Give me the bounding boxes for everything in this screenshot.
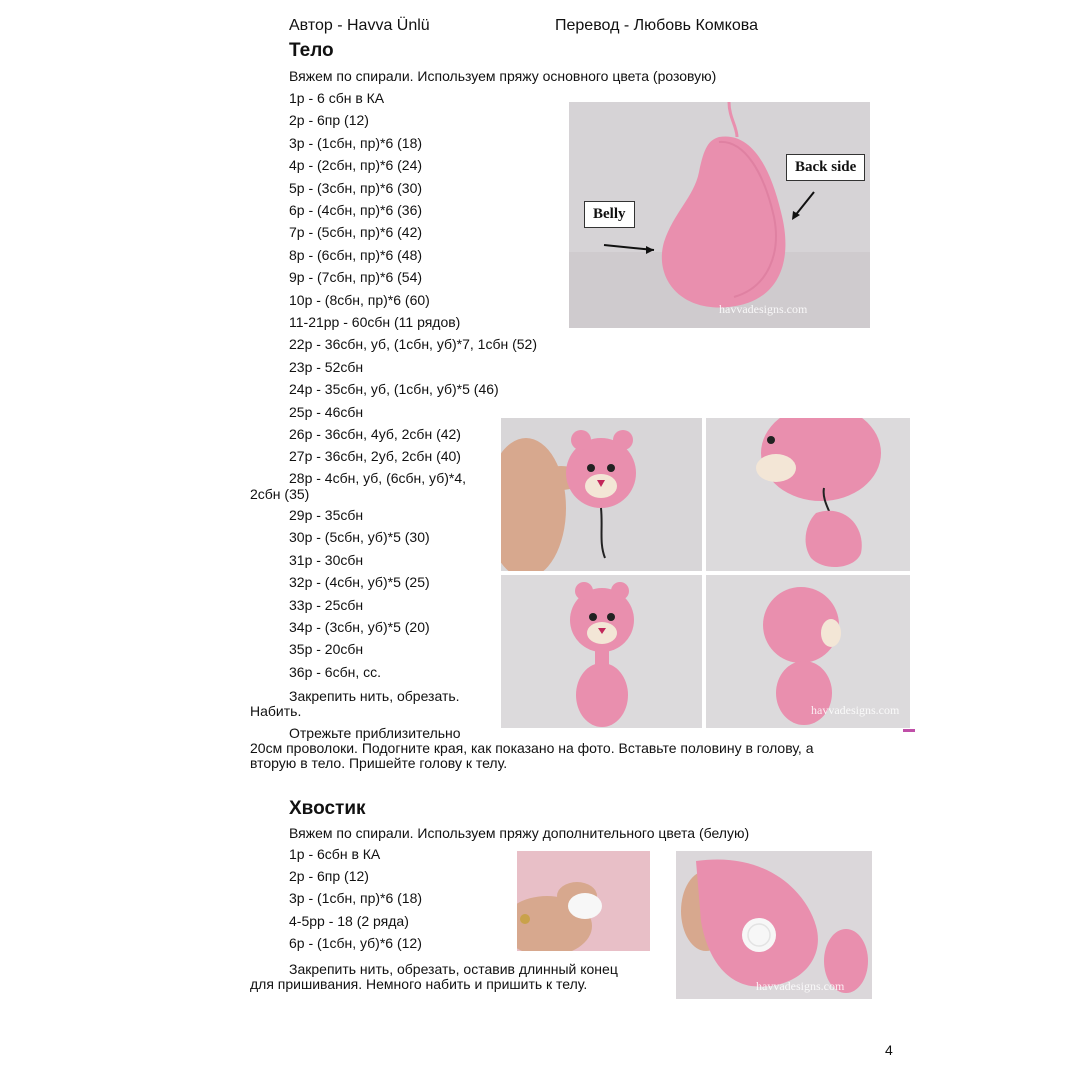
translator-credit: Перевод - Любовь Комкова xyxy=(555,17,758,34)
watermark: havvadesigns.com xyxy=(719,302,808,316)
pattern-row: 26р - 36сбн, 4уб, 2сбн (42) xyxy=(289,426,461,442)
pattern-row: 2р - 6пр (12) xyxy=(289,112,369,129)
tail-finish-line1: Закрепить нить, обрезать, оставив длинный конец xyxy=(289,961,618,977)
pattern-row: 11-21рр - 60сбн (11 рядов) xyxy=(289,314,461,330)
pattern-row: 23р - 52сбн xyxy=(289,358,364,375)
tail-pattern-row: 1р - 6сбн в КА xyxy=(289,846,381,862)
row28-continuation: 2сбн (35) xyxy=(250,486,310,502)
photo-head-body-assembly xyxy=(706,418,910,571)
section-title-tail: Хвостик xyxy=(289,798,366,819)
pattern-row: 34р - (3сбн, уб)*5 (20) xyxy=(289,619,430,635)
pattern-row: 36р - 6сбн, сс. xyxy=(289,663,382,680)
pattern-row: 24р - 35сбн, уб, (1сбн, уб)*5 (46) xyxy=(289,381,499,398)
tail-pattern-row: 3р - (1сбн, пр)*6 (18) xyxy=(289,890,423,907)
pattern-row: 29р - 35сбн xyxy=(289,507,364,523)
body-finish-line1: Закрепить нить, обрезать. xyxy=(289,688,460,704)
photo-assembled-side xyxy=(706,575,910,728)
pattern-row: 4р - (2сбн, пр)*6 (24) xyxy=(289,157,423,174)
pattern-row: 1р - 6 сбн в КА xyxy=(289,90,385,106)
author-credit: Автор - Havva Ünlü xyxy=(289,17,430,34)
body-intro: Вяжем по спирали. Используем пряжу основного цвета (розовую) xyxy=(289,68,717,84)
photo-body-shape xyxy=(569,102,870,328)
watermark: havvadesigns.com xyxy=(756,979,845,993)
tail-pattern-row: 6р - (1сбн, уб)*6 (12) xyxy=(289,934,422,951)
pattern-row: 25р - 46сбн xyxy=(289,403,364,420)
tail-intro: Вяжем по спирали. Используем пряжу дополнительного цвета (белую) xyxy=(289,825,750,841)
photo-tail-in-hand xyxy=(517,851,650,951)
pattern-row: 3р - (1сбн, пр)*6 (18) xyxy=(289,134,423,151)
pattern-row: 32р - (4сбн, уб)*5 (25) xyxy=(289,574,430,591)
pattern-row: 28р - 4сбн, уб, (6сбн, уб)*4, xyxy=(289,470,467,486)
watermark: havvadesigns.com xyxy=(811,703,900,717)
tail-finish-line2: для пришивания. Немного набить и пришить к телу. xyxy=(250,976,588,992)
pattern-row: 31р - 30сбн xyxy=(289,551,364,568)
label-belly: Belly xyxy=(584,201,635,228)
photo-head-with-wire xyxy=(501,418,702,571)
pattern-row: 33р - 25сбн xyxy=(289,596,364,613)
label-back-side: Back side xyxy=(786,154,865,181)
wire-instruction-line2: 20см проволоки. Подогните края, как показано на фото. Вставьте половину в голову, а xyxy=(250,740,814,756)
pattern-row: 27р - 36сбн, 2уб, 2сбн (40) xyxy=(289,448,461,465)
pattern-row: 30р - (5сбн, уб)*5 (30) xyxy=(289,529,430,546)
marker-line xyxy=(903,729,915,732)
page-number: 4 xyxy=(885,1042,893,1058)
pattern-row: 8р - (6сбн, пр)*6 (48) xyxy=(289,246,423,263)
wire-instruction-line3: вторую в тело. Пришейте голову к телу. xyxy=(250,755,508,771)
pattern-row: 9р - (7сбн, пр)*6 (54) xyxy=(289,269,423,286)
pattern-row: 10р - (8сбн, пр)*6 (60) xyxy=(289,291,430,308)
pattern-row: 6р - (4сбн, пр)*6 (36) xyxy=(289,202,423,218)
section-title-body: Тело xyxy=(289,40,334,61)
tail-pattern-row: 2р - 6пр (12) xyxy=(289,868,369,885)
photo-tail-on-body xyxy=(676,851,872,999)
pattern-row: 35р - 20сбн xyxy=(289,641,364,658)
pattern-row: 7р - (5сбн, пр)*6 (42) xyxy=(289,224,423,241)
body-finish-line2: Набить. xyxy=(250,703,302,719)
wire-instruction-line1: Отрежьте приблизительно xyxy=(289,725,461,741)
tail-pattern-row: 4-5рр - 18 (2 ряда) xyxy=(289,912,409,929)
photo-assembled-front xyxy=(501,575,702,728)
pattern-row: 22р - 36сбн, уб, (1сбн, уб)*7, 1сбн (52) xyxy=(289,336,538,353)
pattern-row: 5р - (3сбн, пр)*6 (30) xyxy=(289,179,423,196)
